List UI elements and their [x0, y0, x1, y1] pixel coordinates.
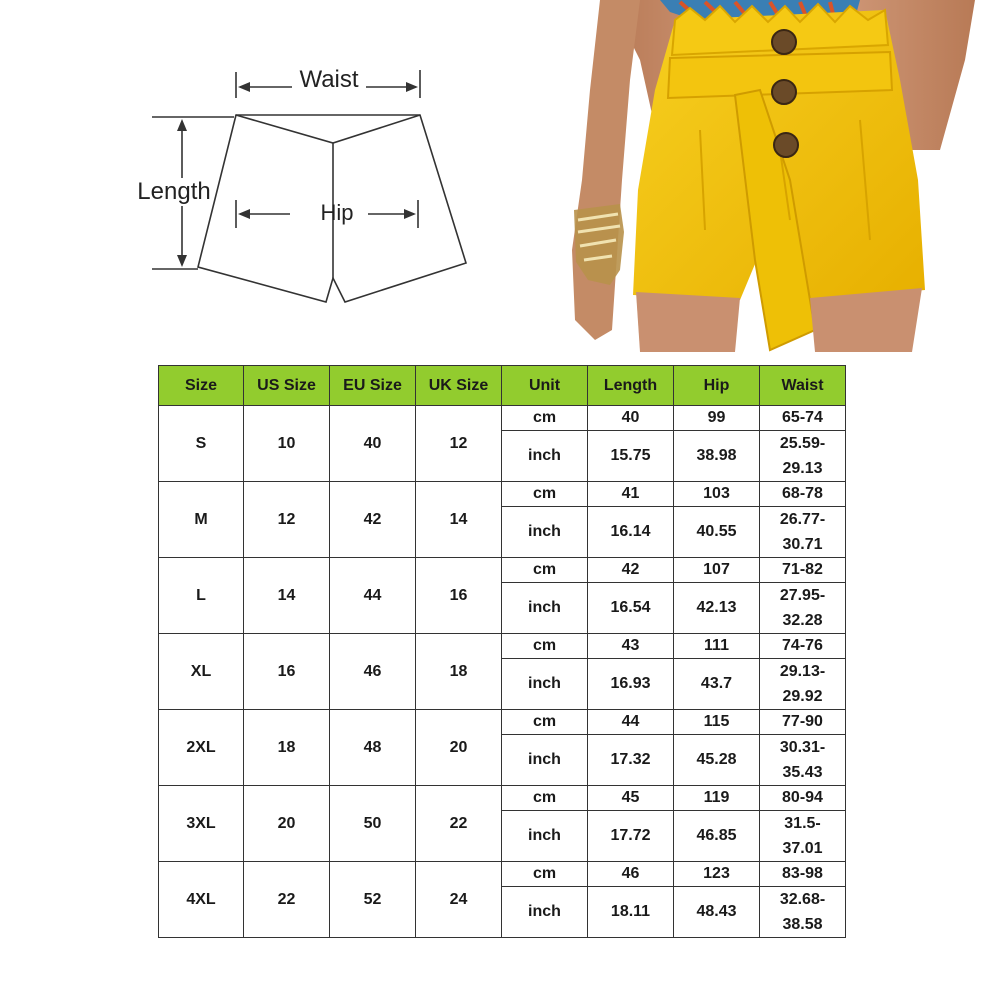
size-cell: XL: [159, 634, 244, 710]
unit-cell: inch: [502, 811, 588, 862]
waist-cell: 77-90: [760, 710, 846, 735]
unit-cell: cm: [502, 482, 588, 507]
uk-size-cell: 20: [416, 710, 502, 786]
eu-size-cell: 46: [330, 634, 416, 710]
waist-cell: 68-78: [760, 482, 846, 507]
uk-size-cell: 16: [416, 558, 502, 634]
button-middle: [772, 80, 796, 104]
length-cell: 40: [588, 406, 674, 431]
length-cell: 16.54: [588, 583, 674, 634]
eu-size-cell: 48: [330, 710, 416, 786]
eu-size-cell: 50: [330, 786, 416, 862]
waist-cell: 25.59- 29.13: [760, 431, 846, 482]
length-cell: 15.75: [588, 431, 674, 482]
waist-label: Waist: [299, 66, 359, 93]
length-cell: 43: [588, 634, 674, 659]
hip-cell: 115: [674, 710, 760, 735]
uk-size-cell: 18: [416, 634, 502, 710]
table-row: [159, 558, 846, 583]
length-arrowhead-top: [177, 119, 187, 131]
eu-size-cell: 52: [330, 862, 416, 938]
hip-cell: 46.85: [674, 811, 760, 862]
uk-size-cell: 14: [416, 482, 502, 558]
button-bottom: [774, 133, 798, 157]
unit-cell: cm: [502, 786, 588, 811]
waist-arrowhead-left: [238, 82, 250, 92]
eu-size-cell: 40: [330, 406, 416, 482]
waist-cell: 30.31- 35.43: [760, 735, 846, 786]
hip-cell: 40.55: [674, 507, 760, 558]
measurement-diagram: [120, 55, 480, 325]
header-row: [159, 366, 846, 406]
product-photo: [545, 0, 1000, 352]
unit-cell: cm: [502, 710, 588, 735]
hip-cell: 43.7: [674, 659, 760, 710]
unit-cell: inch: [502, 583, 588, 634]
waist-cell: 80-94: [760, 786, 846, 811]
column-header-us-size: US Size: [244, 366, 330, 406]
unit-cell: inch: [502, 507, 588, 558]
size-cell: S: [159, 406, 244, 482]
hip-cell: 38.98: [674, 431, 760, 482]
thigh-right: [810, 288, 922, 352]
hip-arrowhead-left: [238, 209, 250, 219]
table-row: [159, 634, 846, 659]
length-cell: 17.72: [588, 811, 674, 862]
hip-arrowhead-right: [404, 209, 416, 219]
hip-cell: 107: [674, 558, 760, 583]
length-cell: 16.93: [588, 659, 674, 710]
uk-size-cell: 12: [416, 406, 502, 482]
waist-cell: 83-98: [760, 862, 846, 887]
hip-cell: 119: [674, 786, 760, 811]
unit-cell: cm: [502, 558, 588, 583]
table-row: [159, 862, 846, 887]
hip-cell: 99: [674, 406, 760, 431]
unit-cell: inch: [502, 887, 588, 938]
us-size-cell: 18: [244, 710, 330, 786]
uk-size-cell: 22: [416, 786, 502, 862]
hip-label: Hip: [320, 200, 354, 225]
size-cell: M: [159, 482, 244, 558]
waist-cell: 26.77- 30.71: [760, 507, 846, 558]
waist-cell: 32.68- 38.58: [760, 887, 846, 938]
waist-cell: 29.13- 29.92: [760, 659, 846, 710]
size-cell: L: [159, 558, 244, 634]
length-arrowhead-bottom: [177, 255, 187, 267]
waist-cell: 74-76: [760, 634, 846, 659]
thigh-left: [636, 292, 740, 352]
us-size-cell: 22: [244, 862, 330, 938]
length-cell: 18.11: [588, 887, 674, 938]
length-cell: 42: [588, 558, 674, 583]
eu-size-cell: 44: [330, 558, 416, 634]
length-label: Length: [137, 178, 211, 205]
us-size-cell: 20: [244, 786, 330, 862]
hip-cell: 103: [674, 482, 760, 507]
column-header-eu-size: EU Size: [330, 366, 416, 406]
table-row: [159, 482, 846, 507]
uk-size-cell: 24: [416, 862, 502, 938]
column-header-unit: Unit: [502, 366, 588, 406]
length-cell: 41: [588, 482, 674, 507]
unit-cell: cm: [502, 862, 588, 887]
size-rows: [159, 406, 846, 938]
column-header-size: Size: [159, 366, 244, 406]
eu-size-cell: 42: [330, 482, 416, 558]
length-cell: 44: [588, 710, 674, 735]
size-chart-table: [158, 365, 846, 938]
length-cell: 16.14: [588, 507, 674, 558]
column-header-length: Length: [588, 366, 674, 406]
length-cell: 17.32: [588, 735, 674, 786]
hip-cell: 48.43: [674, 887, 760, 938]
length-cell: 46: [588, 862, 674, 887]
table-row: [159, 710, 846, 735]
us-size-cell: 14: [244, 558, 330, 634]
unit-cell: inch: [502, 431, 588, 482]
hip-cell: 45.28: [674, 735, 760, 786]
us-size-cell: 16: [244, 634, 330, 710]
waist-cell: 71-82: [760, 558, 846, 583]
hip-cell: 42.13: [674, 583, 760, 634]
waist-cell: 65-74: [760, 406, 846, 431]
size-cell: 3XL: [159, 786, 244, 862]
unit-cell: inch: [502, 659, 588, 710]
hip-cell: 123: [674, 862, 760, 887]
waist-cell: 27.95- 32.28: [760, 583, 846, 634]
column-header-waist: Waist: [760, 366, 846, 406]
hip-cell: 111: [674, 634, 760, 659]
waistband-line: [236, 115, 420, 143]
table-row: [159, 406, 846, 431]
column-header-hip: Hip: [674, 366, 760, 406]
unit-cell: cm: [502, 634, 588, 659]
column-header-uk-size: UK Size: [416, 366, 502, 406]
unit-cell: inch: [502, 735, 588, 786]
left-arm: [572, 0, 640, 340]
unit-cell: cm: [502, 406, 588, 431]
us-size-cell: 10: [244, 406, 330, 482]
waist-arrowhead-right: [406, 82, 418, 92]
size-cell: 4XL: [159, 862, 244, 938]
waist-cell: 31.5- 37.01: [760, 811, 846, 862]
button-top: [772, 30, 796, 54]
table-row: [159, 786, 846, 811]
us-size-cell: 12: [244, 482, 330, 558]
length-cell: 45: [588, 786, 674, 811]
size-cell: 2XL: [159, 710, 244, 786]
